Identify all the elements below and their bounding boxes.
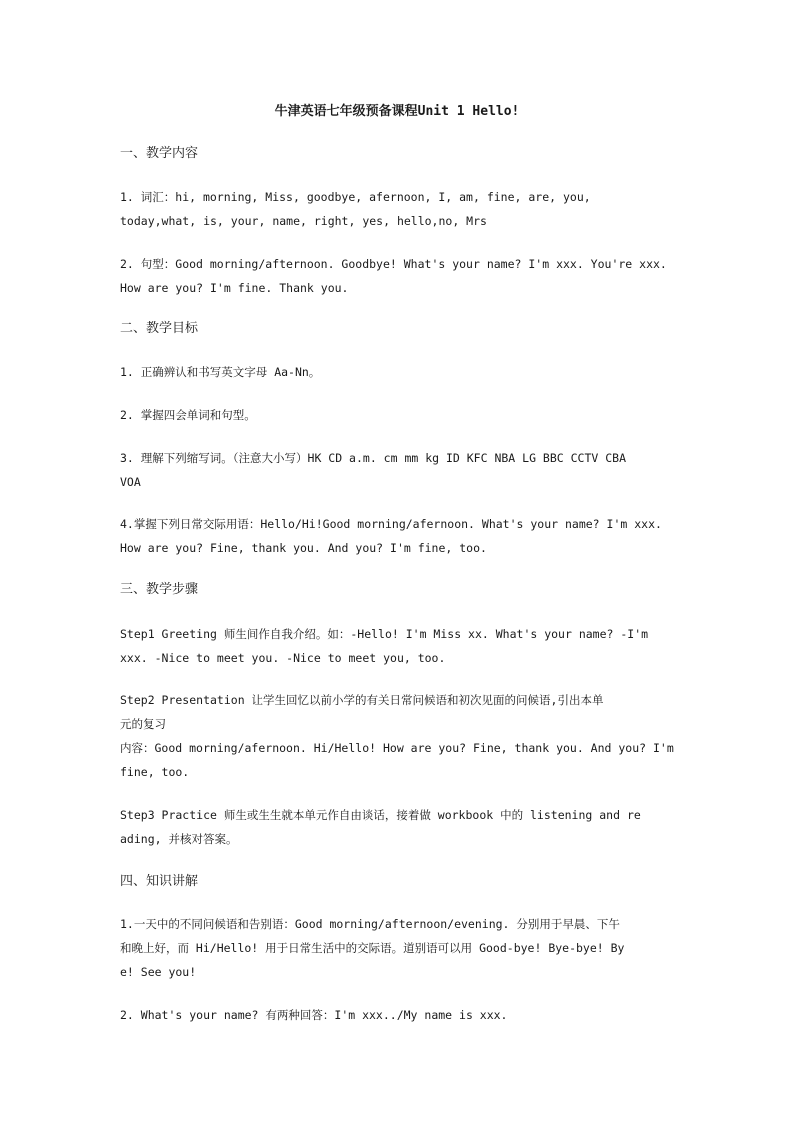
goal-item-4: [120, 512, 676, 560]
goal-item-4-line-1: 4.掌握下列日常交际用语：Hello/Hi!Good morning/afernoon. What's your name? I'm xxx.: [120, 517, 662, 531]
vocab-line-2: today,what, is, your, name, right, yes, hello,no, Mrs: [120, 214, 487, 228]
knowledge-item-1-line-3: e! See you!: [120, 965, 197, 979]
step-2-line-3: 内容：Good morning/afernoon. Hi/Hello! How are you? Fine, thank you. And you? I'm: [120, 741, 674, 755]
goal-item-4-line-2: How are you? Fine, thank you. And you? I'm fine, too.: [120, 541, 487, 555]
goal-item-3-line-1: 3. 理解下列缩写词。（注意大小写）HK CD a.m. cm mm kg ID KFC NBA LG BBC CCTV CBA: [120, 451, 627, 465]
knowledge-item-1-line-1: 1.一天中的不同问候语和告别语：Good morning/afternoon/evening. 分别用于早晨、下午: [120, 917, 620, 931]
step-2-line-1: Step2 Presentation 让学生回忆以前小学的有关日常问候语和初次见面的问候语,引出本单: [120, 693, 604, 707]
section-heading-content: 一、教学内容: [120, 146, 199, 161]
knowledge-item-2: 2. What's your name? 有两种回答：I'm xxx../My name is xxx.: [120, 1008, 508, 1022]
step-3-line-2: ading, 并核对答案。: [120, 832, 238, 846]
pattern-line-1: 2. 句型：Good morning/afternoon. Goodbye! What's your name? I'm xxx. You're xxx.: [120, 257, 667, 271]
section-heading-knowledge: 四、知识讲解: [120, 874, 199, 889]
section-heading-steps: 三、教学步骤: [120, 582, 199, 597]
vocab-paragraph: [120, 185, 676, 233]
pattern-paragraph: [120, 252, 676, 300]
step-2-line-4: fine, too.: [120, 765, 190, 779]
step-2: [120, 688, 676, 784]
knowledge-item-1-line-2: 和晚上好，而 Hi/Hello! 用于日常生活中的交际语。道别语可以用 Good-bye! Bye-bye! By: [120, 941, 625, 955]
step-3-line-1: Step3 Practice 师生或生生就本单元作自由谈话，接着做 workbook 中的 listening and re: [120, 808, 641, 822]
knowledge-item-1: [120, 912, 676, 984]
step-1-line-1: Step1 Greeting 师生间作自我介绍。如：-Hello! I'm Miss xx. What's your name? -I'm: [120, 627, 649, 641]
vocab-line-1: 1. 词汇：hi, morning, Miss, goodbye, afernoon, I, am, fine, are, you,: [120, 190, 591, 204]
goal-item-3-line-2: VOA: [120, 475, 141, 489]
section-heading-goals: 二、教学目标: [120, 321, 199, 336]
goal-item-2: 2. 掌握四会单词和句型。: [120, 408, 256, 422]
step-3: [120, 803, 676, 851]
pattern-line-2: How are you? I'm fine. Thank you.: [120, 281, 349, 295]
step-1-line-2: xxx. -Nice to meet you. -Nice to meet you, too.: [120, 651, 446, 665]
step-2-line-2: 元的复习: [120, 717, 166, 731]
goal-item-3: [120, 446, 676, 494]
goal-item-1: 1. 正确辨认和书写英文字母 Aa-Nn。: [120, 365, 321, 379]
document-title: 牛津英语七年级预备课程Unit 1 Hello!: [274, 104, 520, 119]
step-1: [120, 622, 676, 670]
